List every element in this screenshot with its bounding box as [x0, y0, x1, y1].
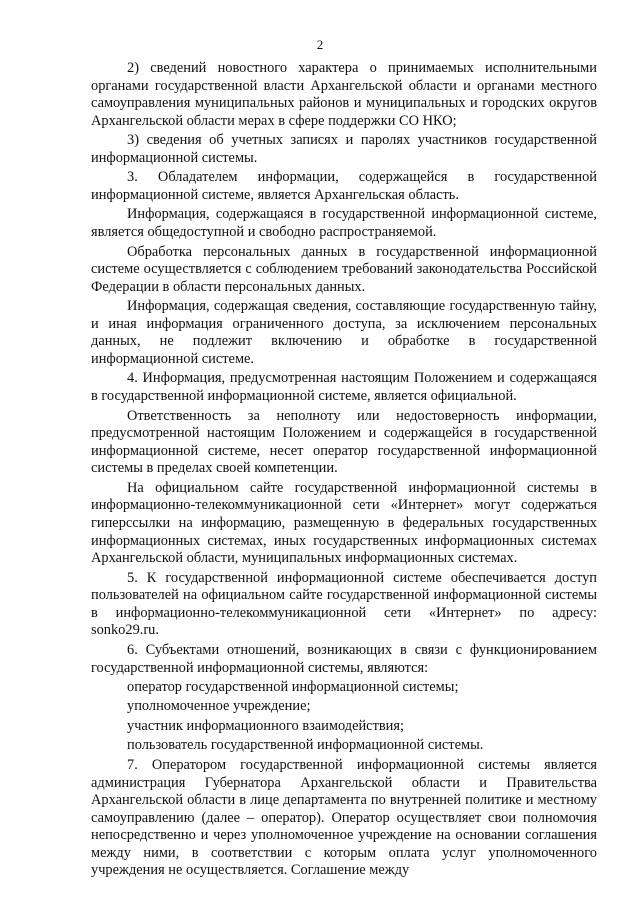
page-number: 2	[316, 37, 324, 52]
paragraph-section-3-owner: 3. Обладателем информации, содержащейся в государственной информационной системе, является Архангельская область.	[91, 169, 597, 203]
paragraph-restricted-info: Информация, содержащая сведения, составляющие государственную тайну, и иная информация ограниченного доступа, за исключением персональных данных, не подлежит включению и обработке в государственной информационной системе.	[91, 298, 597, 367]
subject-list-item-participant: участник информационного взаимодействия;	[127, 717, 404, 734]
document-body	[91, 60, 597, 882]
paragraph-section-5-access: 5. К государственной информационной системе обеспечивается доступ пользователей на официальном сайте государственной информационной системы в информационно-телекоммуникационной сети «Интернет» по адресу: sonko29.ru.	[91, 569, 597, 639]
paragraph-item-2-news: 2) сведений новостного характера о принимаемых исполнительными органами государственной власти Архангельской области и органами местного самоуправления муниципальных районов и муниципальных и городских округов Архангельской области мерах в сфере поддержки СО НКО;	[91, 60, 597, 129]
paragraph-responsibility: Ответственность за неполноту или недостоверность информации, предусмотренной настоящим Положением и содержащейся в государственной информационной системе, несет оператор государственной информационной системы в пределах своей компетенции.	[91, 407, 597, 477]
paragraph-public-access: Информация, содержащаяся в государственной информационной системе, является общедоступной и свободно распространяемой.	[91, 206, 597, 241]
subject-list-item-user: пользователь государственной информационной системы.	[127, 737, 484, 754]
paragraph-item-3-accounts: 3) сведения об учетных записях и паролях участников государственной информационной системы.	[91, 132, 597, 166]
subject-list-item-institution: уполномоченное учреждение;	[127, 698, 311, 715]
paragraph-section-6-subjects: 6. Субъектами отношений, возникающих в связи с функционированием государственной информационной системы, являются:	[91, 641, 597, 676]
paragraph-personal-data: Обработка персональных данных в государственной информационной системе осуществляется с соблюдением требований законодательства Российской Федерации в области персональных данных.	[91, 243, 597, 295]
subject-list-item-operator: оператор государственной информационной системы;	[127, 678, 459, 695]
paragraph-hyperlinks: На официальном сайте государственной информационной системы в информационно-телекоммуникационной сети «Интернет» могут содержаться гиперссылки на информацию, размещенную в федеральных государственных информационных системах, иных государственных информационных системах Архангельской области, муниципальных информационных системах.	[91, 479, 597, 567]
paragraph-section-7-operator: 7. Оператором государственной информационной системы является администрация Губернатора Архангельской области и Правительства Архангельской области в лице департамента по внутренней политике и местному самоуправлению (далее – оператор). Оператор осуществляет свои полномочия непосредственно и через уполномоченное учреждение на основании соглашения между ними, в соответствии с которым оплата услуг уполномоченного учреждения не осуществляется. Соглашение между	[91, 756, 597, 879]
paragraph-section-4-official: 4. Информация, предусмотренная настоящим Положением и содержащаяся в государственной информационной системе, является официальной.	[91, 370, 597, 405]
